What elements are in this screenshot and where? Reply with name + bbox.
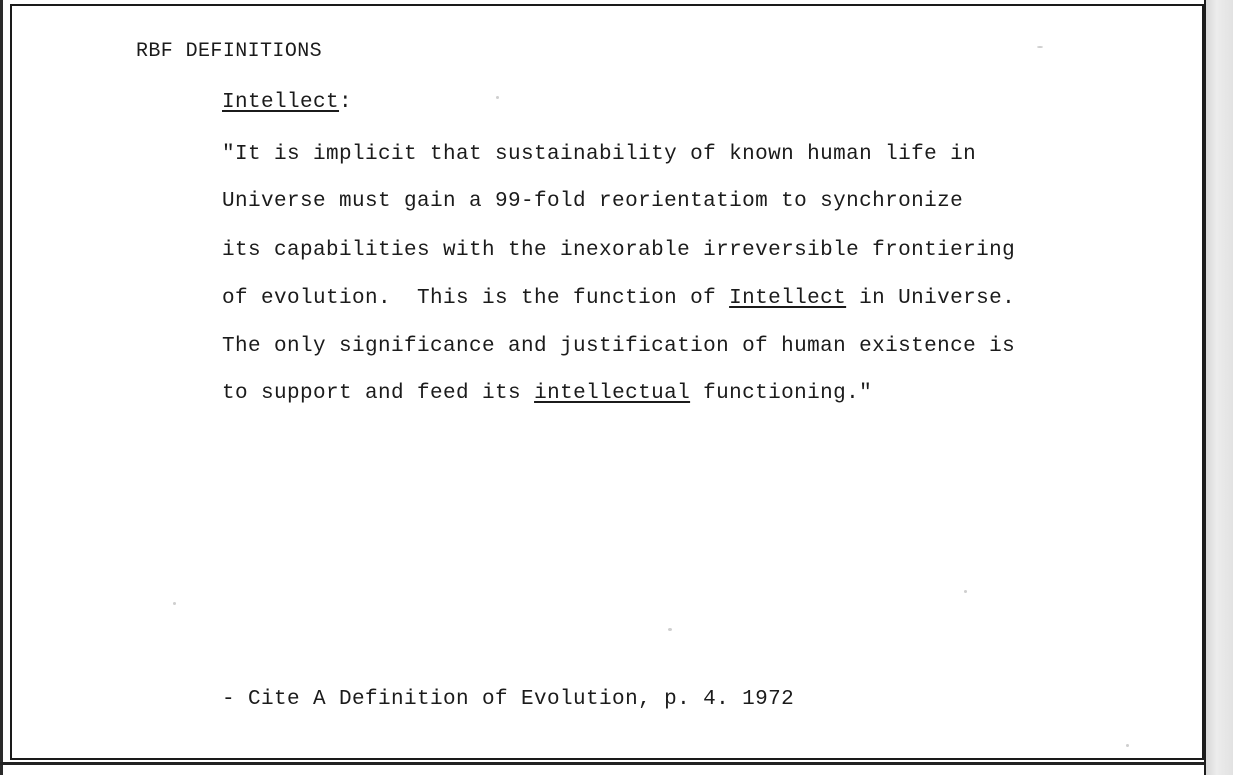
scan-speck (1037, 46, 1043, 48)
scan-speck (173, 602, 176, 605)
document-heading: RBF DEFINITIONS (136, 40, 323, 63)
definition-term-line (222, 92, 352, 113)
quote-underlined-intellect: Intellect (729, 287, 847, 310)
quote-line-6-post: functioning." (690, 382, 873, 405)
quote-line-4-pre: of evolution. This is the function of (222, 287, 730, 310)
scan-left-edge (0, 0, 3, 775)
scan-speck (1126, 744, 1129, 747)
scan-right-margin (1206, 0, 1233, 775)
quote-line-5: The only significance and justification of human existence is (222, 335, 1016, 358)
quote-line-4-post: in Universe. (846, 287, 1016, 310)
definition-term: Intellect (222, 91, 340, 114)
scan-bottom-edge (0, 762, 1210, 765)
quote-line-3: its capabilities with the inexorable irreversible frontiering (222, 239, 1016, 262)
quote-line-6 (222, 383, 872, 404)
quote-line-4 (222, 288, 1015, 309)
quote-line-2: Universe must gain a 99-fold reorientatiom to synchronize (222, 190, 964, 213)
scan-speck (964, 590, 967, 593)
definition-term-colon: : (339, 91, 353, 114)
quote-line-6-pre: to support and feed its (222, 382, 535, 405)
quote-line-1: "It is implicit that sustainability of known human life in (222, 143, 977, 166)
scan-speck (668, 628, 672, 631)
quote-underlined-intellectual: intellectual (534, 382, 691, 405)
scan-speck (496, 96, 499, 99)
citation: - Cite A Definition of Evolution, p. 4. 1972 (222, 688, 795, 711)
